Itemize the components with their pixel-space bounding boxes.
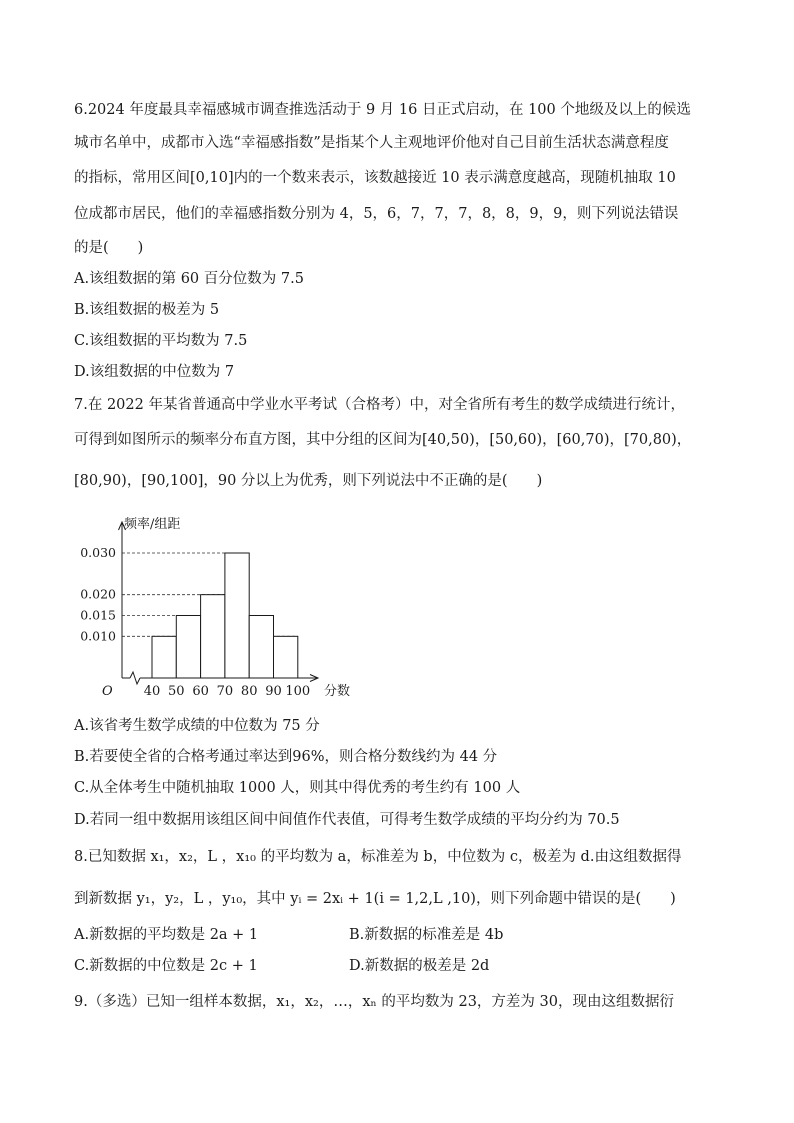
q6-line-3: 的指标，常用区间[0,10]内的一个数来表示，该数越接近 10 表示满意度越高，现随机抽取 10 [74,170,676,186]
histogram-bar [225,553,249,678]
histogram-bar [201,595,225,678]
histogram-bar [176,616,200,679]
x-tick-label: 70 [216,684,234,699]
q8-option-d: D.新数据的极差是 2d [349,958,490,974]
x-tick-label: 60 [192,684,209,699]
q6-option-b: B.该组数据的极差为 5 [74,302,220,318]
y-tick-label: 0.030 [80,545,116,560]
x-tick-label: 90 [265,684,282,699]
y-tick-label: 0.010 [80,628,116,644]
q6-line-1: 6.2024 年度最具幸福感城市调查推选活动于 9 月 16 日正式启动，在 100 个地级及以上的候选 [74,102,691,118]
frequency-histogram [70,508,370,708]
q7-line-2: 可得到如图所示的频率分布直方图，其中分组的区间为[40,50)，[50,60)，[60,70)，[70,80)， [74,432,692,448]
q6-option-a: A.该组数据的第 60 百分位数为 7.5 [74,271,304,287]
histogram-bar [152,636,176,678]
histogram-svg [70,508,370,708]
histogram-bar [249,616,273,679]
q6-option-c: C.该组数据的平均数为 7.5 [74,333,248,349]
q8-line-1: 8.已知数据 x₁，x₂，L ，x₁₀ 的平均数为 a，标准差为 b，中位数为 c，极差为 d.由这组数据得 [74,849,682,865]
x-tick-label: 40 [143,684,161,699]
q8-option-b: B.新数据的标准差是 4b [349,927,504,943]
q8-option-c: C.新数据的中位数是 2c + 1 [74,958,258,974]
q7-line-3: [80,90)，[90,100]，90 分以上为优秀，则下列说法中不正确的是( ) [74,473,543,489]
x-tick-label: 100 [285,684,311,699]
x-axis-break-mark [130,672,140,684]
q6-line-4: 位成都市居民，他们的幸福感指数分别为 4，5，6，7，7，7，8，8，9，9，则下列说法错误 [74,206,679,222]
y-axis-label: 频率/组距 [124,517,181,532]
origin-label: O [102,684,113,699]
y-tick-label: 0.020 [80,586,116,602]
q6-line-5: 的是( ) [74,240,144,256]
x-tick-label: 80 [240,684,258,699]
y-tick-label: 0.015 [80,607,116,623]
q6-option-d: D.该组数据的中位数为 7 [74,364,235,380]
histogram-bar [274,636,298,678]
x-axis-label: 分数 [324,684,351,699]
x-tick-label: 50 [168,684,185,699]
q8-option-a: A.新数据的平均数是 2a + 1 [74,927,259,943]
q7-option-b: B.若要使全省的合格考通过率达到96%，则合格分数线约为 44 分 [74,749,498,765]
q7-line-1: 7.在 2022 年某省普通高中学业水平考试（合格考）中，对全省所有考生的数学成绩进行统计， [74,397,685,413]
q8-line-2: 到新数据 y₁，y₂，L ，y₁₀，其中 yᵢ = 2xᵢ + 1(i = 1,2,L ,10)，则下列命题中错误的是( ) [74,891,676,907]
q9-line-1: 9.（多选）已知一组样本数据，x₁，x₂，…，xₙ 的平均数为 23，方差为 30，现由这组数据衍 [74,994,674,1010]
q7-option-d: D.若同一组中数据用该组区间中间值作代表值，可得考生数学成绩的平均分约为 70.5 [74,812,620,828]
q7-option-a: A.该省考生数学成绩的中位数为 75 分 [74,718,320,734]
q6-line-2: 城市名单中，成都市入选“幸福感指数”是指某个人主观地评价他对自己目前生活状态满意程度 [74,135,669,151]
q7-option-c: C.从全体考生中随机抽取 1000 人，则其中得优秀的考生约有 100 人 [74,780,521,796]
